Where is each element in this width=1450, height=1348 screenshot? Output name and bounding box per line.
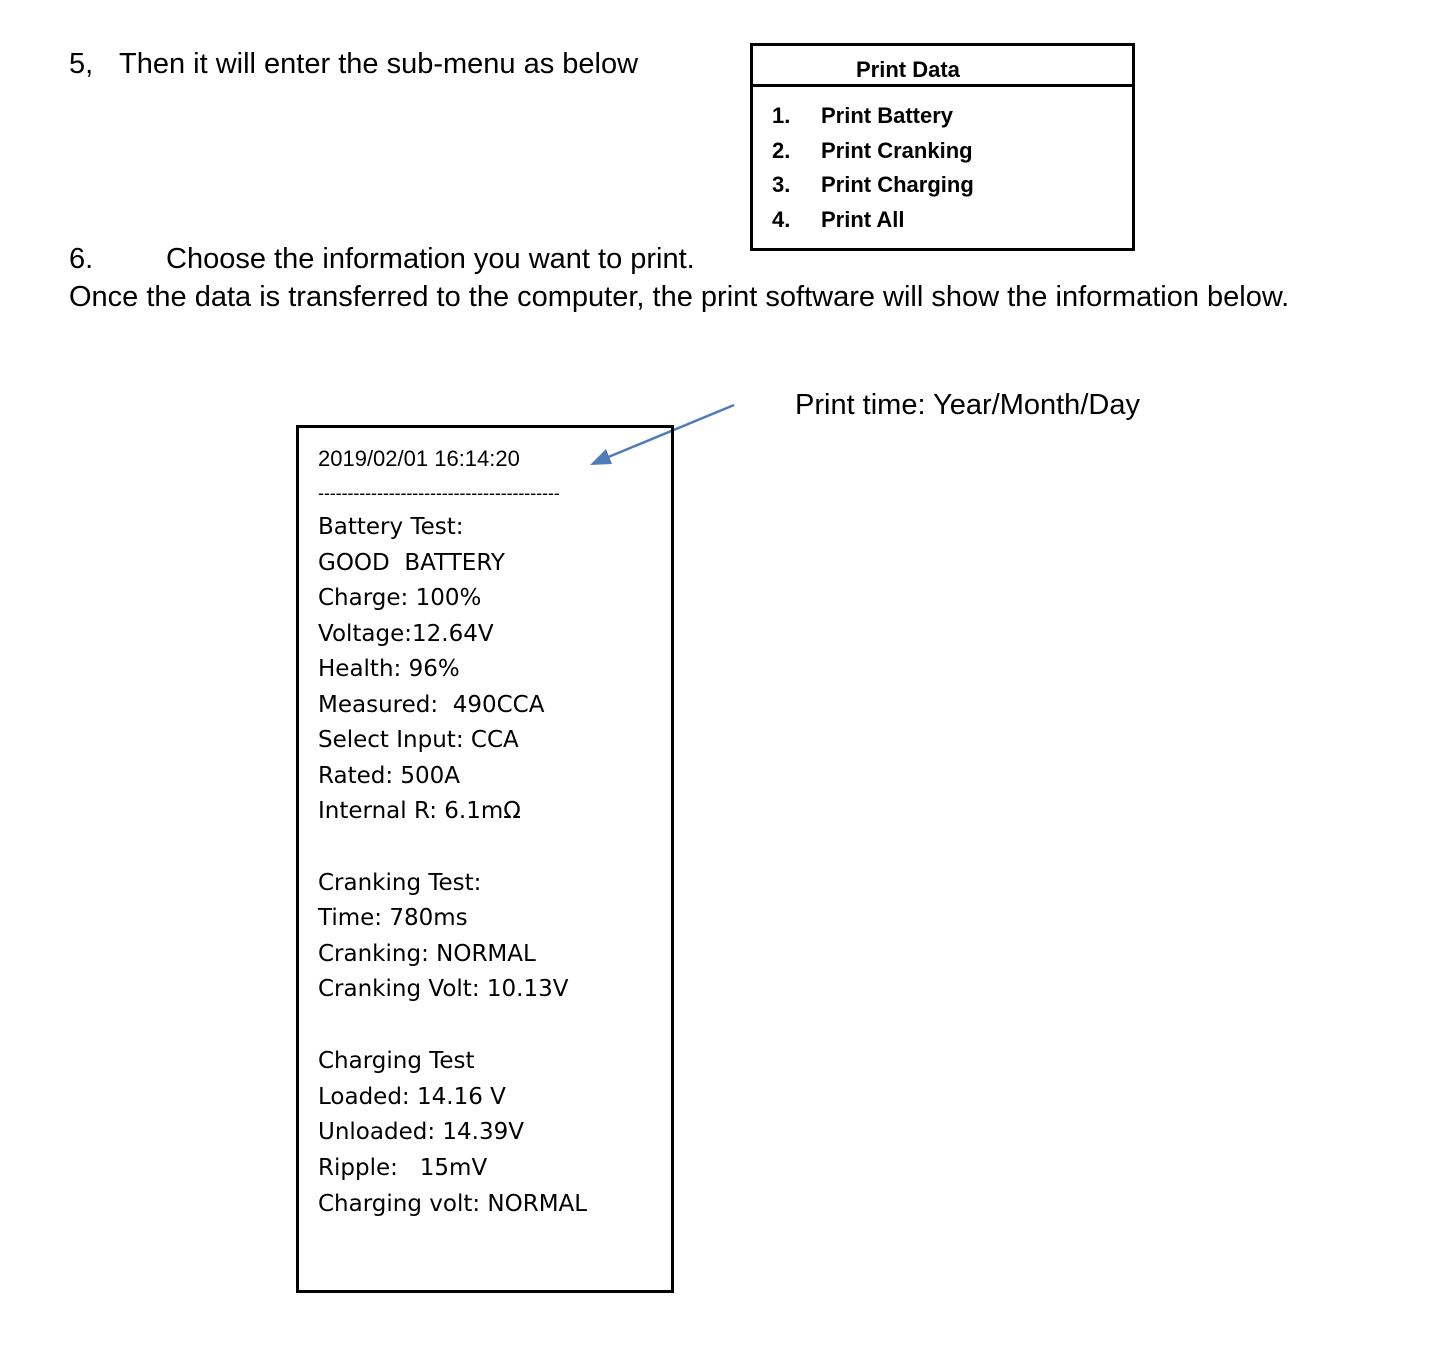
- battery-line: Voltage:12.64V: [318, 621, 494, 647]
- battery-line: Internal R: 6.1mΩ: [318, 798, 521, 824]
- print-data-menu: [750, 43, 1135, 251]
- menu-title: Print Data: [753, 46, 1132, 87]
- menu-item-number: 4.: [772, 206, 791, 232]
- menu-item-number: 2.: [772, 137, 791, 163]
- cranking-line: Cranking: NORMAL: [318, 941, 536, 967]
- cranking-line: Cranking Volt: 10.13V: [318, 976, 569, 1002]
- step-5-number: 5,: [69, 48, 94, 80]
- receipt-separator: -----------------------------------------: [318, 483, 560, 503]
- battery-line: Charge: 100%: [318, 585, 482, 611]
- charging-line: Unloaded: 14.39V: [318, 1119, 524, 1145]
- instruction-paragraph: Once the data is transferred to the computer, the print software will show the information below.: [69, 281, 1290, 313]
- print-receipt: [296, 425, 674, 1293]
- battery-line: Battery Test:: [318, 514, 464, 540]
- step-5: [69, 47, 638, 82]
- menu-item-number: 3.: [772, 172, 791, 197]
- print-time-callout: Print time: Year/Month/Day: [795, 389, 1140, 421]
- battery-line: Health: 96%: [318, 656, 460, 682]
- step-6-number: 6.: [69, 243, 94, 275]
- menu-item-print-charging: [772, 168, 1132, 203]
- menu-item-number: 1.: [772, 103, 791, 128]
- charging-line: Charging Test: [318, 1048, 475, 1074]
- battery-line: Select Input: CCA: [318, 727, 519, 753]
- battery-line: GOOD BATTERY: [318, 550, 505, 576]
- menu-list: [753, 87, 1132, 237]
- cranking-line: Time: 780ms: [318, 905, 468, 931]
- charging-line: Charging volt: NORMAL: [318, 1191, 588, 1217]
- menu-item-label: Print Battery: [821, 103, 954, 128]
- step-5-text: Then it will enter the sub-menu as below: [119, 48, 639, 80]
- battery-line: Measured: 490CCA: [318, 692, 545, 718]
- menu-item-print-cranking: [772, 134, 1132, 169]
- menu-item-label: Print Cranking: [821, 137, 973, 163]
- receipt-timestamp: 2019/02/01 16:14:20: [318, 446, 520, 471]
- menu-item-label: Print Charging: [821, 172, 974, 197]
- charging-line: Loaded: 14.16 V: [318, 1084, 506, 1110]
- battery-line: Rated: 500A: [318, 763, 461, 789]
- menu-item-print-all: [772, 203, 1132, 238]
- charging-line: Ripple: 15mV: [318, 1155, 488, 1181]
- menu-item-print-battery: [772, 99, 1132, 134]
- step-6: [69, 242, 695, 277]
- cranking-line: Cranking Test:: [318, 870, 482, 896]
- menu-item-label: Print All: [821, 206, 905, 232]
- step-6-text: Choose the information you want to print.: [166, 243, 695, 275]
